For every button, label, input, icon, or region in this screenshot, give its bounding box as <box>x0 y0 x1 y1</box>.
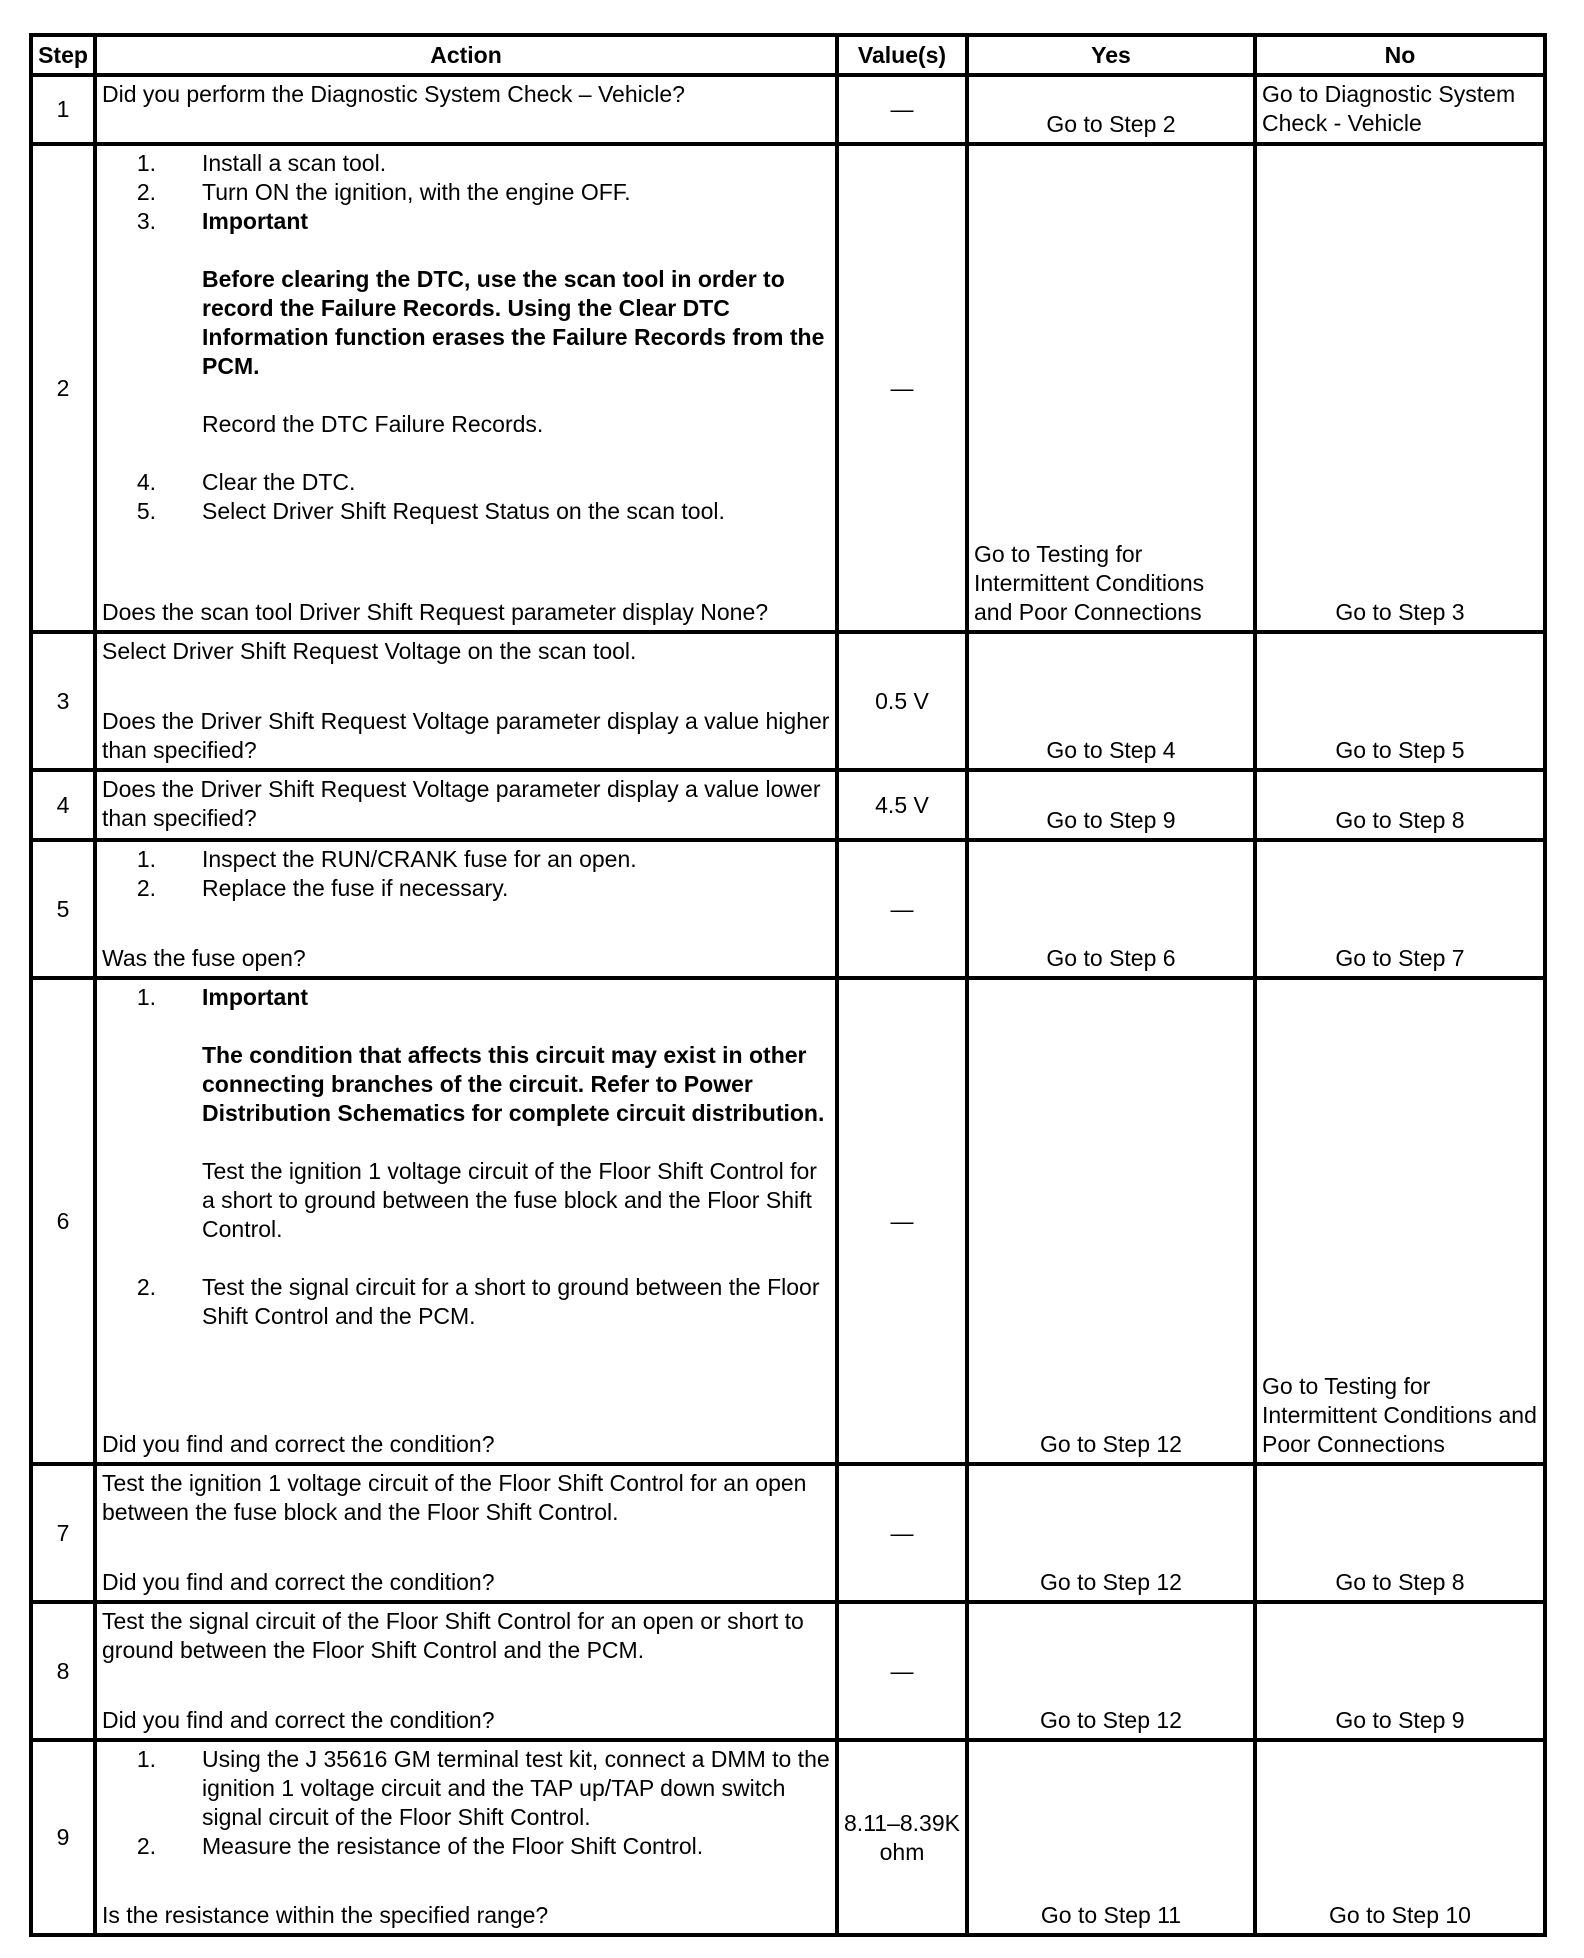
table-row <box>31 978 1545 1464</box>
table-row <box>31 144 1545 632</box>
item-text: Select Driver Shift Request Status on the scan tool. <box>202 498 725 524</box>
no-link[interactable]: Go to Step 3 <box>1255 144 1545 632</box>
important-label: Important <box>202 984 309 1010</box>
step-number: 6 <box>31 978 95 1464</box>
header-action: Action <box>95 35 837 75</box>
important-note: Before clearing the DTC, use the scan tool in order to record the Failure Records. Using the Clear DTC Information function erases the Failure Records from the PCM. <box>202 266 825 379</box>
yes-link[interactable]: Go to Step 11 <box>967 1740 1255 1935</box>
table-row <box>31 1464 1545 1602</box>
yes-link[interactable]: Go to Step 2 <box>967 75 1255 144</box>
yes-link[interactable]: Go to Step 6 <box>967 840 1255 978</box>
question-text: Was the fuse open? <box>102 945 306 971</box>
step-number: 4 <box>31 770 95 840</box>
table-row <box>31 1602 1545 1740</box>
action-cell <box>95 75 837 144</box>
item-text: Using the J 35616 GM terminal test kit, connect a DMM to the ignition 1 voltage circuit and the TAP up/TAP down switch signal circuit of the Floor Shift Control. <box>202 1746 830 1830</box>
step-number: 8 <box>31 1602 95 1740</box>
question-text: Did you perform the Diagnostic System Check – Vehicle? <box>102 81 685 107</box>
item-text: Turn ON the ignition, with the engine OFF. <box>202 179 631 205</box>
action-text: Test the ignition 1 voltage circuit of the Floor Shift Control for an open between the fuse block and the Floor Shift Control. <box>102 1470 807 1525</box>
header-no: No <box>1255 35 1545 75</box>
table-row <box>31 75 1545 144</box>
item-text: Replace the fuse if necessary. <box>202 875 509 901</box>
header-step: Step <box>31 35 95 75</box>
item-number: 4. <box>136 469 156 495</box>
item-text: Install a scan tool. <box>202 150 387 176</box>
action-cell <box>95 840 837 978</box>
question-text: Did you find and correct the condition? <box>102 1707 495 1733</box>
action-text: Select Driver Shift Request Voltage on the scan tool. <box>102 638 637 664</box>
step-number: 2 <box>31 144 95 632</box>
item-number: 3. <box>136 208 156 234</box>
item-number: 5. <box>136 498 156 524</box>
question-text: Did you find and correct the condition? <box>102 1569 495 1595</box>
header-yes: Yes <box>967 35 1255 75</box>
action-cell <box>95 1602 837 1740</box>
item-text: Inspect the RUN/CRANK fuse for an open. <box>202 846 637 872</box>
important-label: Important <box>202 208 309 234</box>
header-row <box>31 35 1545 75</box>
table-row <box>31 770 1545 840</box>
item-number: 1. <box>136 150 156 176</box>
important-note: The condition that affects this circuit may exist in other connecting branches of the circuit. Refer to Power Distribution Schematics for complete circuit distribution. <box>202 1042 825 1126</box>
yes-link[interactable]: Go to Step 9 <box>967 770 1255 840</box>
no-link[interactable]: Go to Step 10 <box>1255 1740 1545 1935</box>
no-link[interactable]: Go to Step 7 <box>1255 840 1545 978</box>
yes-link[interactable]: Go to Step 12 <box>967 978 1255 1464</box>
action-cell <box>95 632 837 770</box>
value-cell: — <box>837 75 967 144</box>
item-number: 1. <box>136 984 156 1010</box>
diagnostic-table <box>29 33 1547 1937</box>
header-values: Value(s) <box>837 35 967 75</box>
value-cell: — <box>837 1602 967 1740</box>
no-link[interactable]: Go to Diagnostic System Check - Vehicle <box>1255 75 1545 144</box>
table-row <box>31 632 1545 770</box>
table-row <box>31 1740 1545 1935</box>
value-cell: — <box>837 840 967 978</box>
yes-link[interactable]: Go to Testing for Intermittent Conditions and Poor Connections <box>967 144 1255 632</box>
question-text: Is the resistance within the specified range? <box>102 1902 549 1928</box>
value-cell: — <box>837 978 967 1464</box>
step-number: 1 <box>31 75 95 144</box>
value-cell: 4.5 V <box>837 770 967 840</box>
value-cell: 8.11–8.39K ohm <box>837 1740 967 1935</box>
value-cell: — <box>837 144 967 632</box>
value-cell: — <box>837 1464 967 1602</box>
yes-link[interactable]: Go to Step 12 <box>967 1602 1255 1740</box>
item-number: 2. <box>136 179 156 205</box>
yes-link[interactable]: Go to Step 4 <box>967 632 1255 770</box>
item-number: 2. <box>136 1274 156 1300</box>
no-link[interactable]: Go to Testing for Intermittent Conditions and Poor Connections <box>1255 978 1545 1464</box>
item-text: Measure the resistance of the Floor Shift Control. <box>202 1833 704 1859</box>
action-cell <box>95 1464 837 1602</box>
step-number: 7 <box>31 1464 95 1602</box>
value-cell: 0.5 V <box>837 632 967 770</box>
item-number: 1. <box>136 1746 156 1772</box>
no-link[interactable]: Go to Step 8 <box>1255 770 1545 840</box>
action-cell <box>95 978 837 1464</box>
item-subtext: Test the ignition 1 voltage circuit of the Floor Shift Control for a short to ground between the fuse block and the Floor Shift Control. <box>202 1158 817 1242</box>
item-text: Test the signal circuit for a short to ground between the Floor Shift Control and the PCM. <box>202 1274 820 1329</box>
question-text: Does the scan tool Driver Shift Request parameter display None? <box>102 599 769 625</box>
yes-link[interactable]: Go to Step 12 <box>967 1464 1255 1602</box>
action-cell <box>95 770 837 840</box>
action-cell <box>95 1740 837 1935</box>
step-number: 5 <box>31 840 95 978</box>
action-cell <box>95 144 837 632</box>
item-number: 2. <box>136 875 156 901</box>
no-link[interactable]: Go to Step 5 <box>1255 632 1545 770</box>
item-number: 1. <box>136 846 156 872</box>
table-row <box>31 840 1545 978</box>
no-link[interactable]: Go to Step 8 <box>1255 1464 1545 1602</box>
question-text: Does the Driver Shift Request Voltage parameter display a value lower than specified? <box>102 776 821 831</box>
item-number: 2. <box>136 1833 156 1859</box>
step-number: 9 <box>31 1740 95 1935</box>
action-text: Test the signal circuit of the Floor Shift Control for an open or short to ground between the Floor Shift Control and the PCM. <box>102 1608 804 1663</box>
step-number: 3 <box>31 632 95 770</box>
no-link[interactable]: Go to Step 9 <box>1255 1602 1545 1740</box>
question-text: Does the Driver Shift Request Voltage parameter display a value higher than specified? <box>102 708 830 763</box>
item-text: Clear the DTC. <box>202 469 356 495</box>
item-subtext: Record the DTC Failure Records. <box>202 411 544 437</box>
question-text: Did you find and correct the condition? <box>102 1431 495 1457</box>
